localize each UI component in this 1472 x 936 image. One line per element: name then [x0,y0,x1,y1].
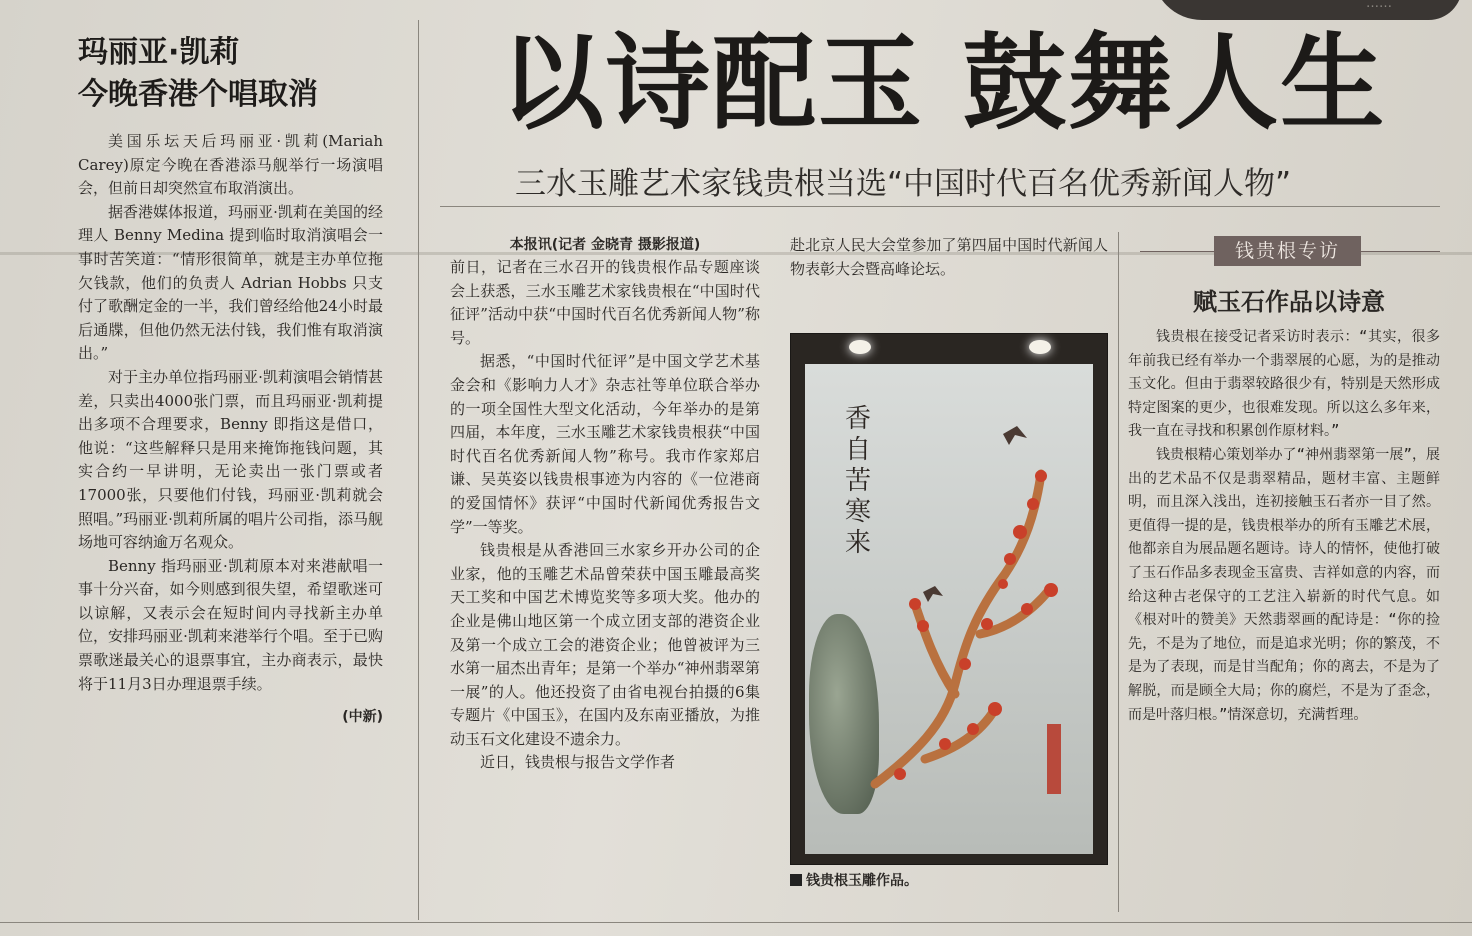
main-subhead: 三水玉雕艺术家钱贵根当选“中国时代百名优秀新闻人物” [515,166,1292,202]
sidebar-tag: 钱贵根专访 [1214,236,1361,266]
masthead-dark-corner [1152,0,1462,20]
left-story-title-line2: 今晚香港个唱取消 [78,77,318,112]
poem-char: 来 [844,528,871,558]
photo-caption [790,870,918,890]
column-divider [418,20,419,920]
left-story [78,32,383,726]
left-story-paragraph: Benny 指玛丽亚·凯莉原本对来港献唱一事十分兴奋，如今则感到很失望，希望歌迷可以谅解，又表示会在短时间内寻找新主办单位，安排玛丽亚·凯莉来港举行个唱。至于已购票歌迷最关心的退票事宜，主办商表示，最快将于11月3日办理退票手续。 [78,556,383,693]
left-story-body [78,130,383,696]
main-story-paragraph: 据悉，“中国时代征评”是中国文学艺术基金会和《影响力人才》杂志社等单位联合举办的一项全国性大型文化活动，今年举办的是第四届，本年度，三水玉雕艺术家钱贵根获“中国时代百名优秀新闻人物”称号。我市作家郑启谦、吴英姿以钱贵根事迹为内容的《一位港商的爱国情怀》获评“中国时代新闻优秀报告文学”一等奖。 [450,352,760,536]
sidebar-paragraph: 钱贵根精心策划举办了“神州翡翠第一展”，展出的艺术品不仅是翡翠精品，题材丰富、主题鲜明，而且深入浅出，连初接触玉石者亦一目了然。更值得一提的是，钱贵根举办的所有玉雕艺术展，他都亲自为展品题名题诗。诗人的情怀，使他打破了玉石作品多表现金玉富贵、吉祥如意的内容，而给这种古老保守的工艺注入崭新的时代气息。如《根对叶的赞美》天然翡翠画的配诗是：“你的捡先，不是为了地位，而是追求光明；你的繁茂，不是为了表现，而是甘当配角；你的离去，不是为了解脱，而是顾全大局；你的腐烂，不是为了歪念，而是叶落归根。”情深意切，充满哲理。 [1128,446,1440,723]
poem-char: 苦 [844,466,871,496]
main-story-continued [790,234,1108,281]
left-story-source: (中新) [342,709,383,726]
headline-rule [440,206,1440,207]
left-story-title-line1: 玛丽亚·凯莉 [78,35,240,70]
main-story-continued-paragraph: 赴北京人民大会堂参加了第四届中国时代新闻人物表彰大会暨高峰论坛。 [790,236,1108,278]
main-headline: 以诗配玉 鼓舞人生 [500,22,1387,144]
caption-marker [790,874,802,886]
artist-seal [1047,724,1061,794]
spotlight [1029,340,1051,354]
photo-caption-text: 钱贵根玉雕作品。 [806,873,918,889]
sidebar-body [1128,326,1440,727]
masthead-fragment: …… [1366,0,1392,11]
left-story-paragraph: 据香港媒体报道，玛丽亚·凯莉在美国的经理人 Benny Medina 提到临时取消演唱会一事时苦笑道：“情形很简单，就是主办单位拖欠钱款，他们的负责人 Adrian Hobbs 只支付了歌酬定金的一半，我们曾经给他24小时最后通牒，但他仍然无法付钱，我们惟有取消演出。” [78,202,383,363]
main-story-paragraph: 钱贵根是从香港回三水家乡开办公司的企业家，他的玉雕艺术品曾荣获中国玉雕最高奖天工奖和中国艺术博览奖等多项大奖。他办的企业是佛山地区第一个成立团支部的港资企业及第一个成立工会的港资企业；他曾被评为三水第一届杰出青年；是第一个举办“神州翡翠第一展”的人。他还投资了由省电视台拍摄的6集专题片《中国玉》，在国内及东南亚播放，为推动玉石文化建设不遗余力。 [450,541,760,748]
jade-carving-panel [805,364,1093,854]
main-story-paragraph: 近日，钱贵根与报告文学作者 [480,753,676,772]
bottom-rule [0,922,1472,923]
spotlight [849,340,871,354]
poem-char: 寒 [844,497,871,527]
sidebar-title: 赋玉石作品以诗意 [1193,288,1385,316]
left-story-paragraph: 对于主办单位指玛丽亚·凯莉演唱会销情甚差，只卖出4000张门票，而且玛丽亚·凯莉提出多项不合理要求，Benny 即指这是借口，他说：“这些解释只是用来掩饰拖钱问题，其实合约一早讲明，无论卖出一张门票或者17000张，只要他们付钱，玛丽亚·凯莉就会照唱。”玛丽亚·凯莉所属的唱片公司指，添马舰场地可容纳逾万名观众。 [78,367,383,552]
sidebar-paragraph: 钱贵根在接受记者采访时表示：“其实，很多年前我已经有举办一个翡翠展的心愿，为的是推动玉文化。但由于翡翠较路很少有，特别是天然形成特定图案的更少，也很难发现。所以这么多年来，我一直在寻找和积累创作原材料。” [1128,329,1440,440]
column-divider [1118,232,1119,912]
left-story-paragraph: 美国乐坛天后玛丽亚·凯莉(Mariah Carey)原定今晚在香港添马舰举行一场演唱会，但前日却突然宣布取消演出。 [78,132,383,198]
main-story-column [450,234,760,775]
main-story-byline: 本报讯(记者 金晓青 摄影报道) [509,237,701,253]
poem-char: 香 [844,404,871,434]
main-story-paragraph: 前日，记者在三水召开的钱贵根作品专题座谈会上获悉，三水玉雕艺术家钱贵根在“中国时代征评”活动中获“中国时代百名优秀新闻人物”称号。 [450,258,760,347]
jade-carving-photo [790,333,1108,865]
poem-char: 自 [844,435,871,465]
